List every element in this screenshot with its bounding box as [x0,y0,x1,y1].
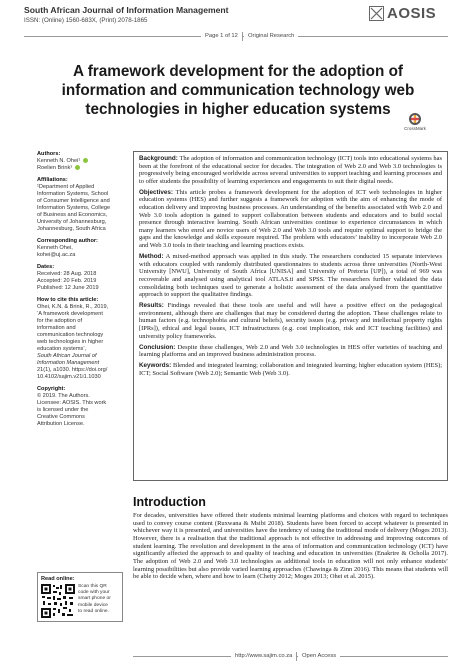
aosis-logo [369,5,436,22]
crossmark-icon [409,113,421,125]
page-number: Page 1 of 12 [201,31,242,42]
qr-instructions: Scan this QR code with your smart phone or mobile device to read online. [78,584,111,614]
page-info-bar [24,31,448,42]
abstract-results: Results: Findings revealed that these tools are useful and will have a positive effect on the pedagogical environment, although there are challenges that may be considered during the adoption. These challenges relate to human factors (e.g. technophobia and cultural beliefs), security issues (e.g. privacy and intellectual property rights [IPRs]), ethical and legal issues, ICT infrastructures (e.g. cost implication, risk and ICT teaching facilities) and university policy frameworks. [139,302,442,340]
orcid-icon[interactable] [75,165,80,170]
dates: Dates: Received: 28 Aug. 2018 Accepted: 20 Feb. 2019 Published: 12 June 2019 [37,264,99,291]
authors-heading: Authors: [37,151,61,157]
qr-code-icon[interactable] [41,584,75,618]
journal-url-link[interactable]: http://www.sajim.co.za [231,651,296,662]
article-title: A framework development for the adoption of information and communication technology web technologies in higher education systems [61,63,415,118]
aosis-logo-icon [369,6,384,21]
affiliations: Affiliations: ¹Department of Applied Information Systems, School of Consumer Intelligence and Information Systems, College of Business and Economics, University of Johannesburg, Johannesburg, South Africa [37,177,111,232]
corresponding-author: Corresponding author: Kenneth Ohei, kohei@uj.ac.za [37,238,123,259]
doi-link-cont[interactable]: 10.4102/sajim.v21i1.1030 [37,374,101,380]
journal-title: South African Journal of Information Management [24,5,229,15]
abstract-keywords: Keywords: Blended and integrated learning; collaboration and integrated learning; higher education system (HES); ICT; Social Software (Web 2.0); Semantic Web (Web 3.0). [139,362,443,377]
abstract-background: Background: The adoption of information and communication technology (ICT) tools into educational systems has been at the forefront of the educational sector for decades. The integration of Web 2.0 and Web 3.0 technologies is progressively being encouraged worldwide across several universities to support teaching and learning processes and to offer students the possibility of learning experiences and engagements to suit their digital needs. [139,155,442,185]
doi-link[interactable]: 21(1), a1030. https://doi.org/ [37,367,108,373]
abstract-conclusion: Conclusion: Despite these challenges, Web 2.0 and Web 3.0 technologies in HES offer varieties of teaching and learning platforms and an improved business administration process. [139,343,442,359]
author-1: Kenneth N. Ohei¹ [37,158,123,165]
logo-text: AOSIS [387,5,437,22]
abstract-box [133,151,448,481]
how-to-cite: How to cite this article: Ohei, K.N. & Brink, R., 2019, ‘A framework development for the adoption of information and communication technology web technologies in higher education systems’, South African Journal of Information Management 21(1), a1030. https://doi.org/ 10.4102/sajim.v21i1.1030 [37,297,123,381]
abstract-objectives: Objectives: This article probes a framework development for the adoption of ICT web technologies in higher education systems (HES) and further suggests a framework for adoption with the aim of enhancing the mode of education delivery and improving business processes. An understanding of the benefits associated with Web 2.0 and Web 3.0 tools adoption is gained to support collaboration between students and educators and to build social presence through interactive learning. South African universities continue to experience circumstances in which many learners who enrol are novice users of Web 2.0 and Web 3.0 tools and require optimal support to bridge the gaps and the knowledge and skills exposure required. The problem with educators’ inability to incorporate Web 2.0 and Web 3.0 tools in their teaching and learning practices exists. [139,188,443,250]
introduction-heading: Introduction [133,495,206,509]
read-online-heading: Read online: [41,576,75,582]
journal-issn: ISSN: (Online) 1560-683X, (Print) 2078-1865 [24,17,148,24]
crossmark-badge[interactable] [399,113,431,131]
read-online-box [37,572,123,622]
page-footer [133,651,448,662]
introduction-paragraph: For decades, universities have offered their students minimal learning platforms and choices with regard to techniques used to convey course content (Ruxwana & Msibi 2018). Students have been forced to accept whatever is presented in whichever way it is presented, and universities have the tendency of using the traditional mode of delivery (Moges 2013). However, there is a realisation that the traditional approach is not effective in addressing and improving outcomes of student learning. The revolution and development in the area of information and communication technology (ICT) have significantly affected the approach to and quality of teaching and education in universities (Enakrire & Ocholla 2017). The adoption of Web 2.0 and Web 3.0 technologies as additional tools in education will not only enhance students’ learning possibilities but also provide varied learning approaches (Chawinga & Zinn 2016). This means that students will be able to decide when, where and how to learn (Chetty 2012; Moges 2013; Ohei et al. 2015). [133,512,448,581]
orcid-icon[interactable] [83,158,88,163]
open-access-label: Open Access [298,651,340,662]
author-2: Roelien Brink¹ [37,165,123,172]
crossmark-label: CrossMark [404,126,426,131]
author-email-link[interactable]: kohei@uj.ac.za [37,252,76,258]
abstract-method: Method: A mixed-method approach was applied in this study. The researchers conducted 15 separate interviews with educators coupled with randomly distributed questionnaires to students across three universities (North-West University [NWU], University of South Africa [UNISA] and University of Pretoria [UP]), a total of 969 was recoverable and analysed using analytical tool ATLAS.ti and SPSS. The researchers further validated the data consolidating both techniques used to generate a holistic assessment of the data analysed from the quantitative approach to support the qualitative findings. [139,253,443,299]
section-label: Original Research [244,31,298,42]
copyright: Copyright: © 2019. The Authors. Licensee: AOSIS. This work is licensed under the Creative Commons Attribution License. [37,386,107,427]
article-info-sidebar [37,151,123,433]
